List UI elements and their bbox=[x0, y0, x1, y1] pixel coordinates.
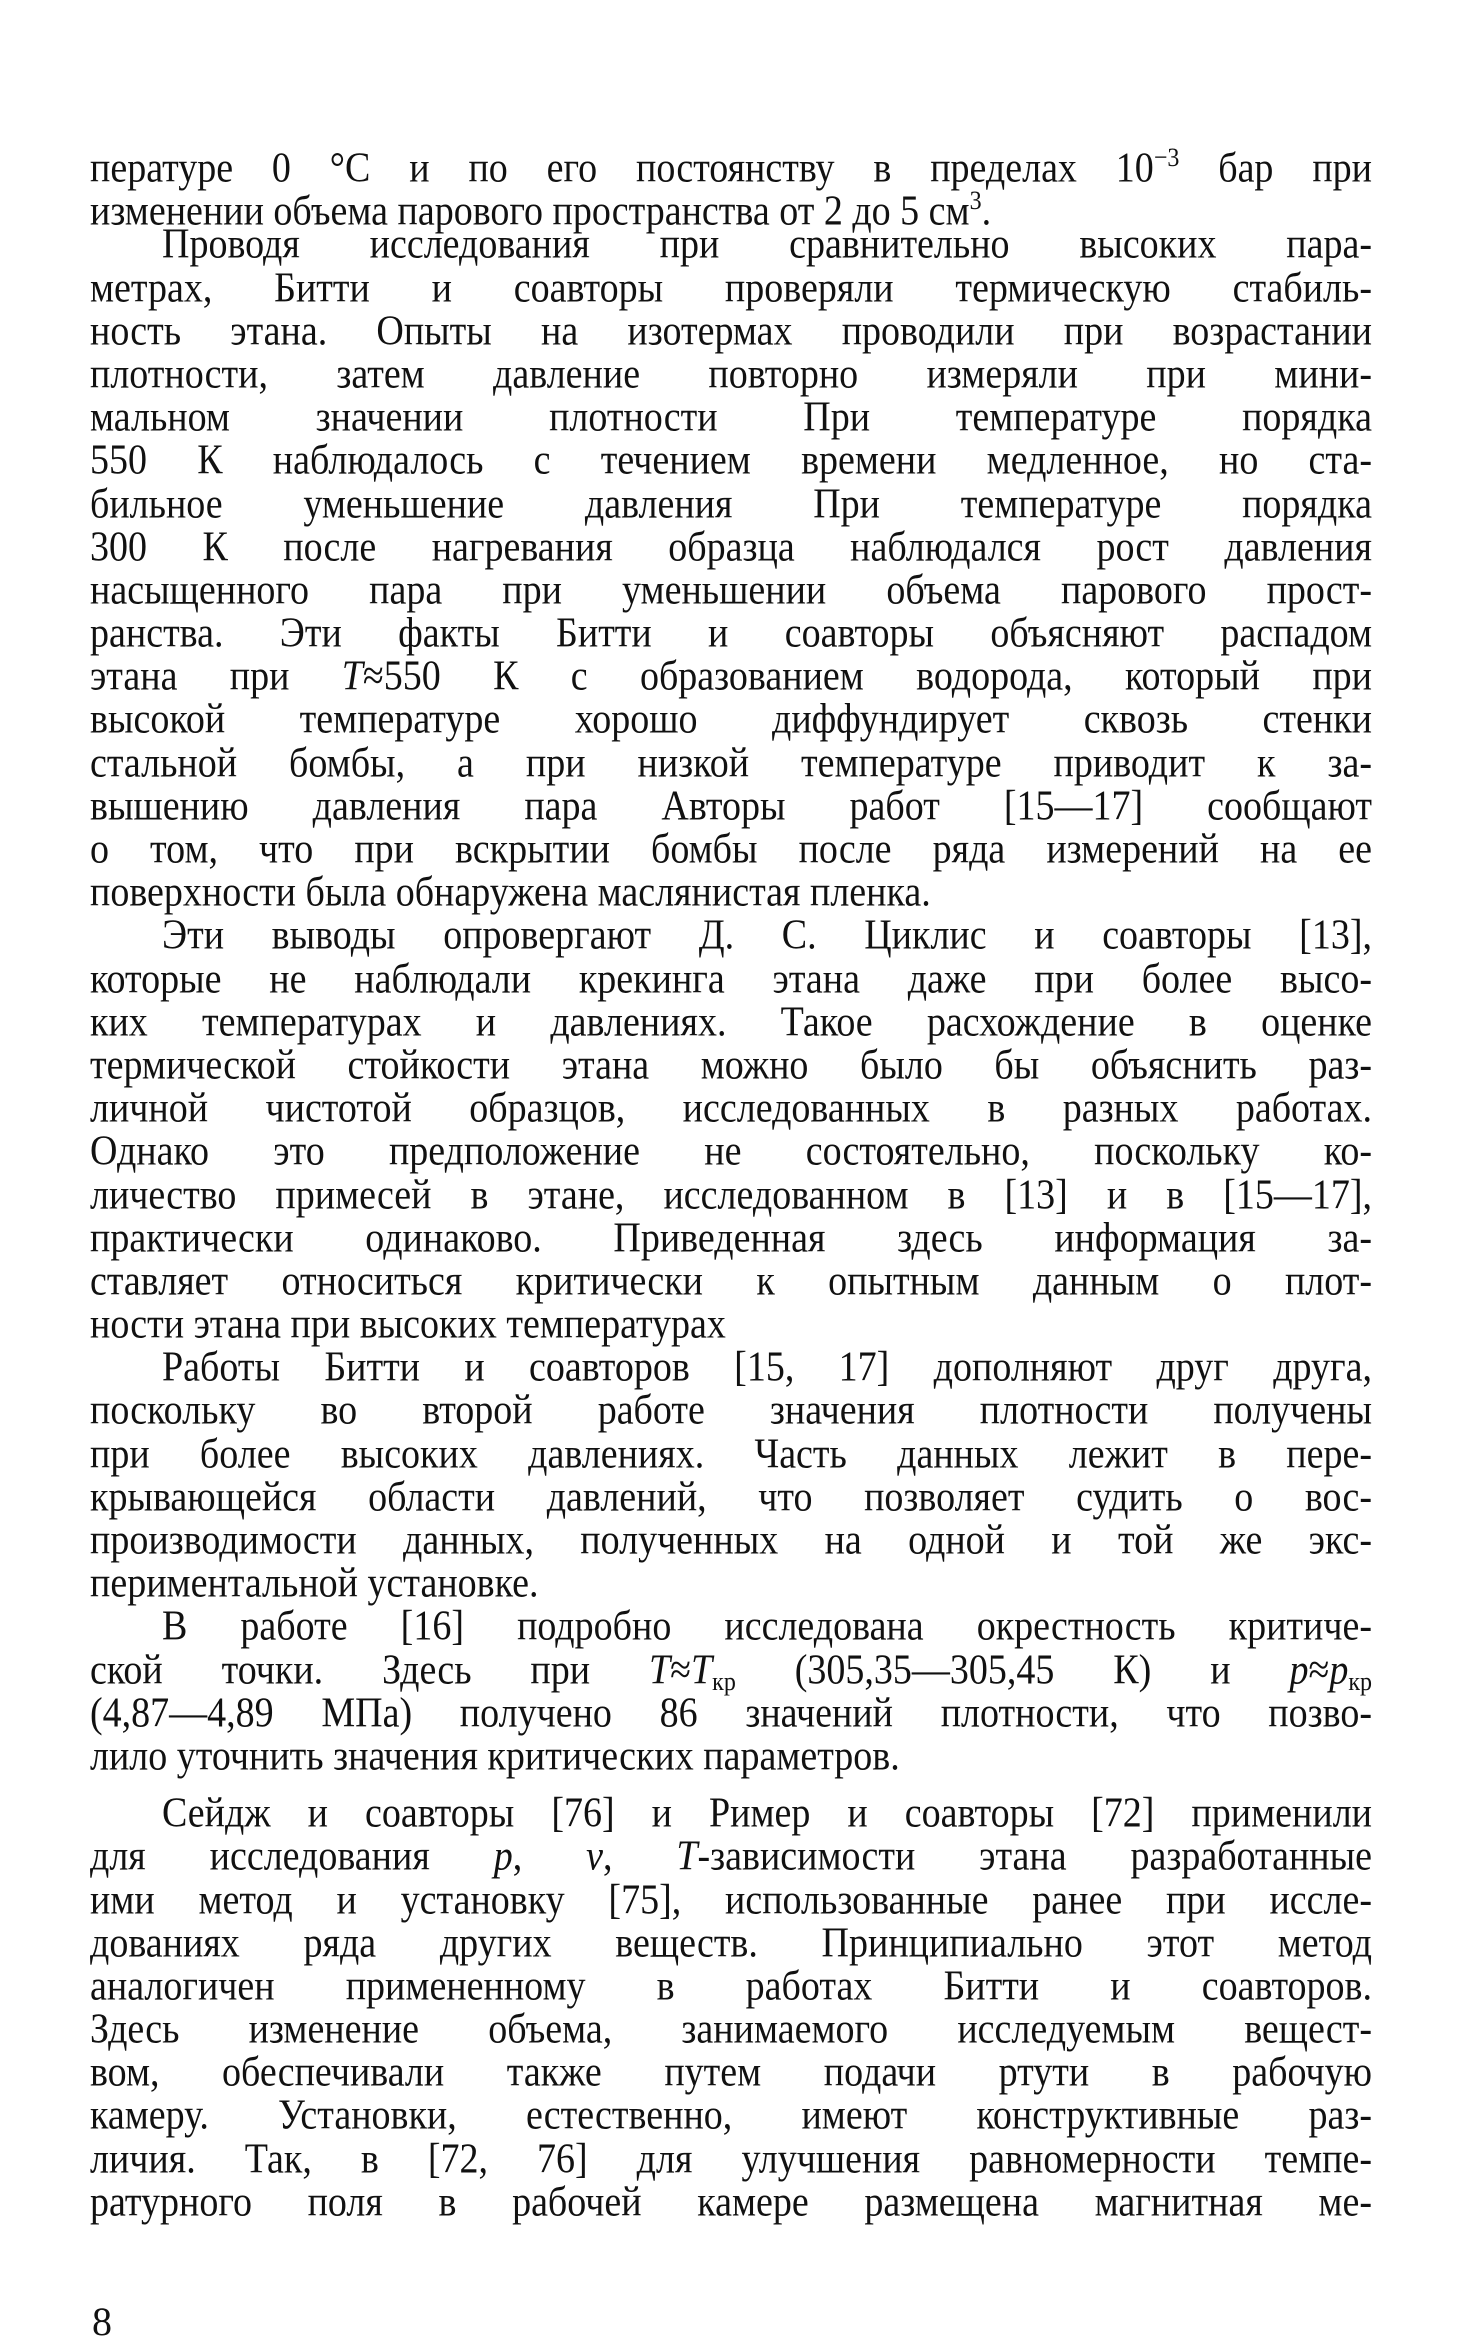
text-run: ранства. Эти факты Битти и соавторы объясняют распадом bbox=[90, 609, 1372, 657]
subscript: кр bbox=[712, 1667, 736, 1697]
text-line bbox=[90, 998, 1372, 1046]
text-line bbox=[90, 1560, 1372, 1608]
text-run: камеру. Установки, естественно, имеют конструктивные раз- bbox=[90, 2091, 1372, 2139]
text-line bbox=[90, 1516, 1372, 1564]
text-line bbox=[90, 264, 1372, 312]
text-run: аналогичен примененному в работах Битти и соавторов. bbox=[90, 1962, 1372, 2010]
text-run: этана при bbox=[90, 652, 342, 700]
text-run: В работе [16] подробно исследована окрестность критиче- bbox=[162, 1602, 1372, 1650]
text-run: производимости данных, полученных на одной и той же экс- bbox=[90, 1516, 1372, 1564]
text-run: насыщенного пара при уменьшении объема парового прост- bbox=[90, 566, 1372, 614]
text-run: Работы Битти и соавторов [15, 17] дополняют друг друга, bbox=[162, 1343, 1372, 1391]
text-run: , bbox=[512, 1832, 587, 1880]
text-run: дованиях ряда других веществ. Принципиально этот метод bbox=[90, 1919, 1372, 1967]
page-number: 8 bbox=[92, 2299, 112, 2344]
text-run: ность этана. Опыты на изотермах проводили при возрастании bbox=[90, 307, 1372, 355]
text-run: Проводя исследования при сравнительно высоких пара- bbox=[162, 220, 1372, 268]
subscript: кр bbox=[1348, 1667, 1372, 1697]
text-line bbox=[90, 782, 1372, 830]
text-run: Эти выводы опровергают Д. С. Циклис и соавторы [13], bbox=[162, 911, 1372, 959]
text-run: ими метод и установку [75], использованные ранее при иссле- bbox=[90, 1875, 1372, 1923]
text-line bbox=[90, 1919, 1372, 1967]
text-line bbox=[90, 350, 1372, 398]
italic-symbol: v bbox=[586, 1832, 603, 1880]
text-line bbox=[90, 1171, 1372, 1219]
text-run: поверхности была обнаружена маслянистая пленка. bbox=[90, 868, 931, 916]
text-line bbox=[90, 739, 1372, 787]
text-run: ≈550 К с образованием водорода, который при bbox=[362, 652, 1372, 700]
text-run: термической стойкости этана можно было бы объяснить раз- bbox=[90, 1041, 1372, 1089]
text-run: 550 К наблюдалось с течением времени медленное, но ста- bbox=[90, 436, 1372, 484]
text-line bbox=[90, 1473, 1372, 1521]
text-line bbox=[90, 2049, 1372, 2097]
italic-symbol: T bbox=[649, 1645, 671, 1694]
text-line bbox=[90, 1300, 1372, 1348]
text-run: (305,35—305,45 К) и bbox=[735, 1645, 1290, 1694]
text-run: ности этана при высоких температурах bbox=[90, 1300, 726, 1348]
text-line bbox=[90, 178, 1372, 235]
text-line bbox=[90, 1257, 1372, 1305]
text-line bbox=[90, 1732, 1372, 1780]
text-line bbox=[90, 480, 1372, 528]
text-run: ставляет относиться критически к опытным данным о плот- bbox=[90, 1257, 1372, 1305]
text-line bbox=[90, 1128, 1372, 1176]
text-run: плотности, затем давление повторно измеряли при мини- bbox=[90, 350, 1372, 398]
text-line bbox=[90, 1790, 1372, 1838]
text-line bbox=[90, 566, 1372, 614]
text-run: личной чистотой образцов, исследованных в разных работах. bbox=[90, 1084, 1372, 1132]
text-line bbox=[90, 2135, 1372, 2183]
text-run: пературе 0 °С и по его постоянству в пределах 10 bbox=[90, 144, 1154, 192]
text-run: практически одинаково. Приведенная здесь информация за- bbox=[90, 1214, 1372, 1262]
text-line bbox=[90, 1689, 1372, 1737]
text-line bbox=[90, 696, 1372, 744]
text-run: лило уточнить значения критических параметров. bbox=[90, 1732, 900, 1780]
text-run: высокой температуре хорошо диффундирует сквозь стенки bbox=[90, 695, 1372, 743]
superscript: 3 bbox=[969, 186, 982, 216]
text-run: изменении объема парового пространства от 2 до 5 см bbox=[90, 187, 970, 235]
text-run: личество примесей в этане, исследованном в [13] и в [15—17], bbox=[90, 1170, 1372, 1218]
text-run: Сейдж и соавторы [76] и Ример и соавторы [72] применили bbox=[162, 1789, 1372, 1837]
text-line bbox=[90, 955, 1372, 1003]
text-line bbox=[90, 307, 1372, 355]
text-line bbox=[90, 1962, 1372, 2010]
text-line bbox=[90, 394, 1372, 442]
text-line bbox=[90, 825, 1372, 873]
text-line bbox=[90, 2178, 1372, 2226]
text-line bbox=[90, 1214, 1372, 1262]
text-line bbox=[90, 437, 1372, 485]
text-line bbox=[90, 221, 1372, 269]
text-line bbox=[90, 912, 1372, 960]
text-run: стальной бомбы, а при низкой температуре приводит к за- bbox=[90, 739, 1372, 787]
text-line bbox=[90, 2005, 1372, 2053]
text-line bbox=[90, 523, 1372, 571]
italic-symbol: T bbox=[691, 1645, 713, 1694]
text-run: которые не наблюдали крекинга этана даже при более высо- bbox=[90, 954, 1372, 1003]
text-run: (4,87—4,89 МПа) получено 86 значений плотности, что позво- bbox=[90, 1689, 1372, 1737]
text-line bbox=[90, 1876, 1372, 1924]
italic-symbol: p bbox=[1329, 1645, 1349, 1694]
text-run: при более высоких давлениях. Часть данных лежит в пере- bbox=[90, 1430, 1372, 1478]
text-run: метрах, Битти и соавторы проверяли термическую стабиль- bbox=[90, 263, 1372, 312]
text-run: Однако это предположение не состоятельно, поскольку ко- bbox=[90, 1127, 1372, 1175]
text-run: личия. Так, в [72, 76] для улучшения равномерности темпе- bbox=[90, 2135, 1372, 2183]
text-run: ≈ bbox=[670, 1645, 692, 1694]
superscript: −3 bbox=[1153, 143, 1180, 173]
text-line bbox=[90, 2092, 1372, 2140]
italic-symbol: p bbox=[1289, 1645, 1309, 1694]
text-run: -зависимости этана разработанные bbox=[697, 1832, 1373, 1880]
text-run: о том, что при вскрытии бомбы после ряда измерений на ее bbox=[90, 825, 1372, 873]
text-run: мальном значении плотности При температуре порядка bbox=[90, 393, 1372, 441]
italic-symbol: T bbox=[341, 652, 363, 700]
text-line bbox=[90, 869, 1372, 917]
text-run: Здесь изменение объема, занимаемого исследуемым вещест- bbox=[90, 2005, 1372, 2053]
italic-symbol: T bbox=[676, 1832, 698, 1880]
text-run: ≈ bbox=[1308, 1645, 1330, 1694]
italic-symbol: p bbox=[493, 1832, 513, 1880]
text-run: поскольку во второй работе значения плотности получены bbox=[90, 1386, 1372, 1434]
text-run: 300 К после нагревания образца наблюдался рост давления bbox=[90, 523, 1372, 571]
text-line bbox=[90, 1085, 1372, 1133]
text-line bbox=[90, 609, 1372, 657]
text-run: вышению давления пара Авторы работ [15—17] сообщают bbox=[90, 782, 1372, 830]
body-text bbox=[90, 137, 1372, 2224]
text-run: . bbox=[981, 187, 992, 235]
text-line bbox=[90, 1833, 1372, 1881]
text-line bbox=[90, 1344, 1372, 1392]
text-run: для исследования bbox=[90, 1832, 494, 1880]
text-run: бильное уменьшение давления При температуре порядка bbox=[90, 479, 1372, 527]
text-run: , bbox=[602, 1832, 677, 1880]
text-run: ратурного поля в рабочей камере размещена магнитная ме- bbox=[90, 2178, 1372, 2226]
text-line bbox=[90, 134, 1372, 192]
text-run: ких температурах и давлениях. Такое расхождение в оценке bbox=[90, 998, 1372, 1046]
text-line bbox=[90, 653, 1372, 701]
text-run: вом, обеспечивали также путем подачи ртути в рабочую bbox=[90, 2048, 1372, 2096]
text-run: периментальной установке. bbox=[90, 1559, 539, 1607]
text-line bbox=[90, 1041, 1372, 1089]
text-line bbox=[90, 1645, 1372, 1697]
text-line bbox=[90, 1430, 1372, 1478]
text-run: бар при bbox=[1179, 144, 1372, 192]
text-run: крывающейся области давлений, что позволяет судить о вос- bbox=[90, 1473, 1372, 1521]
text-line bbox=[90, 1603, 1372, 1651]
text-run: ской точки. Здесь при bbox=[90, 1645, 650, 1694]
text-line bbox=[90, 1387, 1372, 1435]
